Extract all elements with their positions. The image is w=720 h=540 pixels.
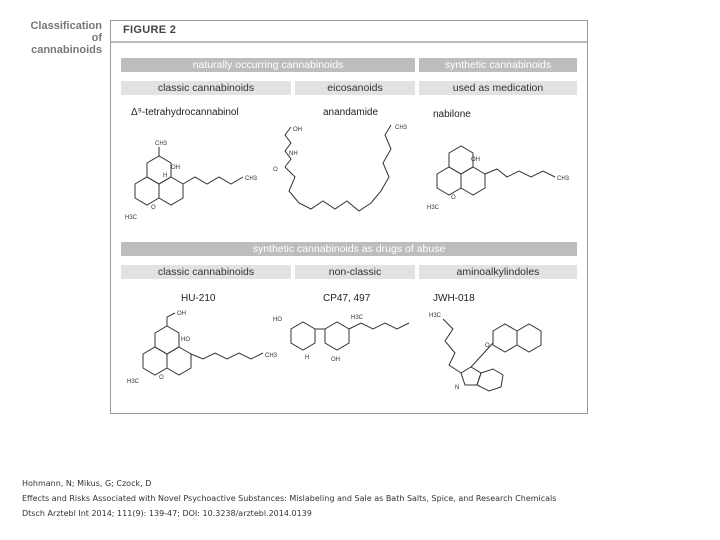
figure-header xyxy=(111,21,587,43)
hu210-side-chain xyxy=(191,353,263,359)
anandamide-head-chain xyxy=(285,127,291,167)
thc-oh-label: OH xyxy=(171,165,180,171)
citation-title: Effects and Risks Associated with Novel Psychoactive Substances: Mislabeling and Sale as Bath Salts, Spice, and Research Chemicals xyxy=(22,494,557,503)
bar-eicosanoids: eicosanoids xyxy=(295,81,415,95)
hu210-ring-a xyxy=(155,326,179,354)
figure-header-rule xyxy=(111,41,587,43)
hu210-h3c-label: H3C xyxy=(127,379,140,385)
compound-jwh018-name: JWH-018 xyxy=(433,293,475,304)
anandamide-nh-label: NH xyxy=(289,151,298,157)
jwh018-pentyl-chain xyxy=(443,319,461,373)
nabilone-ring-c xyxy=(461,167,485,195)
figure-panel xyxy=(110,20,588,414)
citation-journal: Dtsch Arztebl Int 2014; 111(9): 139-47; DOI: 10.3238/arztebl.2014.0139 xyxy=(22,509,312,518)
nabilone-ch3-label: CH3 xyxy=(557,176,570,182)
compound-cp47-name: CP47, 497 xyxy=(323,293,371,304)
hu210-ring-c xyxy=(167,347,191,375)
bar-synthetic: synthetic cannabinoids xyxy=(419,58,577,72)
nabilone-o-label: O xyxy=(451,195,456,201)
compound-hu210-name: HU-210 xyxy=(181,293,216,304)
cp47-cyclohexyl-ring xyxy=(291,322,315,350)
cp47-oh-label: OH xyxy=(331,357,340,363)
hu210-ho-label: HO xyxy=(181,337,190,343)
thc-h3c-label: H3C xyxy=(125,215,138,221)
anandamide-ch3-label: CH3 xyxy=(395,125,408,131)
structure-hu210 xyxy=(125,309,285,399)
jwh018-naphthyl-ring-b xyxy=(517,324,541,352)
hu210-o-label: O xyxy=(159,375,164,381)
bar-naturally-occurring: naturally occurring cannabinoids xyxy=(121,58,415,72)
bar-abuse-classic: classic cannabinoids xyxy=(121,265,291,279)
compound-nabilone-name: nabilone xyxy=(433,109,471,120)
nabilone-ring-a xyxy=(449,146,473,174)
nabilone-oh-label: OH xyxy=(471,157,480,163)
thc-ring-a xyxy=(147,156,171,184)
bar-abuse-aminoalkylindoles: aminoalkylindoles xyxy=(419,265,577,279)
structure-cp47 xyxy=(271,309,421,379)
jwh018-indole-benzene xyxy=(477,369,503,391)
cp47-ho-label: HO xyxy=(273,317,282,323)
cp47-side-chain xyxy=(349,323,409,329)
jwh018-h3c-label: H3C xyxy=(429,313,442,319)
thc-ring-c xyxy=(159,177,183,205)
anandamide-oh-label: OH xyxy=(293,127,302,133)
nabilone-h3c-label: H3C xyxy=(427,205,440,211)
compound-anandamide-name: anandamide xyxy=(323,107,379,118)
cp47-phenyl-ring xyxy=(325,322,349,350)
structure-jwh018 xyxy=(427,307,577,403)
hu210-ch3-label: CH3 xyxy=(265,353,278,359)
citation-authors: Hohmann, N; Mikus, G; Czock, D xyxy=(22,479,152,488)
jwh018-naphthyl-ring-a xyxy=(493,324,517,352)
structure-nabilone xyxy=(427,133,577,223)
thc-o-label: O xyxy=(151,205,156,211)
structure-thc xyxy=(125,137,265,227)
hu210-ring-b xyxy=(143,347,167,375)
hu210-oh-label: OH xyxy=(177,311,186,317)
thc-ring-b xyxy=(135,177,159,205)
structure-anandamide xyxy=(271,121,421,231)
thc-ch3-label: CH3 xyxy=(155,141,168,147)
thc-chain-ch3-label: CH3 xyxy=(245,176,258,182)
bar-drugs-of-abuse: synthetic cannabinoids as drugs of abuse xyxy=(121,242,577,256)
jwh018-o-label: O xyxy=(485,343,490,349)
cp47-h-label: H xyxy=(305,355,310,361)
nabilone-ring-b xyxy=(437,167,461,195)
bar-classic-cannabinoids: classic cannabinoids xyxy=(121,81,291,95)
side-title: Classification of cannabinoids xyxy=(30,20,102,56)
hu210-hydroxymethyl xyxy=(167,313,175,326)
cp47-h3c-label: H3C xyxy=(351,315,364,321)
jwh018-carbonyl-link xyxy=(471,343,493,367)
thc-h-label: H xyxy=(163,173,168,179)
thc-pentyl-chain xyxy=(183,177,243,184)
anandamide-o-label: O xyxy=(273,167,278,173)
anandamide-tail-chain xyxy=(285,125,391,211)
bar-abuse-nonclassic: non-classic xyxy=(295,265,415,279)
nabilone-side-chain xyxy=(485,169,555,177)
citation xyxy=(22,476,702,521)
figure-label: FIGURE 2 xyxy=(123,24,177,36)
jwh018-n-label: N xyxy=(455,385,460,391)
compound-thc-name: Δ⁹-tetrahydrocannabinol xyxy=(131,107,239,118)
bar-used-as-medication: used as medication xyxy=(419,81,577,95)
